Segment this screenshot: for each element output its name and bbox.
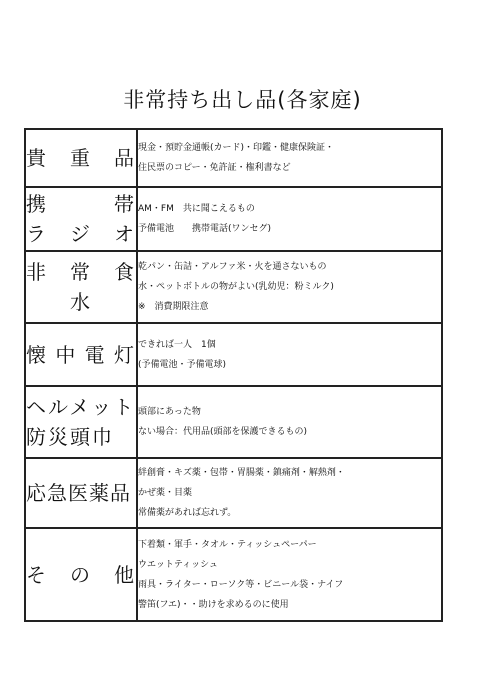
content-line: ※ 消費期限注意 — [138, 302, 209, 312]
row-label-line: ラ ジ オ — [26, 222, 136, 246]
row-label — [25, 386, 137, 458]
row-label — [25, 251, 137, 323]
content-line: AM・FM 共に聞こえるもの — [138, 204, 255, 214]
row-label-line: 携 帯 — [26, 192, 136, 216]
content-line: 警笛(フエ)・・助けを求めるのに使用 — [138, 599, 289, 610]
content-line: 下着類・軍手・タオル・ティッシュペーパー — [138, 539, 317, 550]
row-content — [137, 386, 442, 458]
row-label-line: 非 常 食 — [26, 260, 136, 284]
table-row — [25, 528, 442, 621]
page-title: 非常持ち出し品(各家庭) — [123, 88, 362, 112]
row-label — [25, 187, 137, 251]
row-label — [25, 458, 137, 528]
table-row — [25, 251, 442, 323]
content-line: 頭部にあった物 — [138, 407, 201, 417]
row-label — [25, 129, 137, 187]
content-line: 乾パン・缶詰・アルファ米・火を通さないもの — [138, 262, 327, 272]
row-label — [25, 528, 137, 621]
row-label-line: 貴 重 品 — [26, 146, 136, 170]
row-label-line: 懐中電灯 — [26, 342, 136, 367]
row-label-line: 防災頭巾 — [26, 425, 114, 449]
content-line: 常備薬があれば忘れず。 — [138, 508, 237, 518]
table-row — [25, 386, 442, 458]
table-row — [25, 458, 442, 528]
row-label-line: 水 — [70, 290, 92, 314]
content-line: かぜ薬・目薬 — [138, 488, 193, 498]
content-line: 予備電池 携帯電話(ワンセグ) — [138, 224, 272, 234]
content-line: 住民票のコピー・免許証・権利書など — [138, 163, 291, 173]
content-line: 現金・預貯金通帳(カード)・印鑑・健康保険証・ — [138, 143, 335, 153]
table-row — [25, 187, 442, 251]
table-row — [25, 323, 442, 386]
row-label-line: 応急医薬品 — [26, 481, 131, 505]
emergency-items-table — [24, 128, 443, 622]
row-content — [137, 129, 442, 187]
row-content — [137, 458, 442, 528]
content-line: 絆創膏・キズ薬・包帯・胃腸薬・鎮痛剤・解熱剤・ — [138, 468, 345, 478]
content-line: ない場合：代用品(頭部を保護できるもの) — [138, 427, 308, 437]
row-content — [137, 323, 442, 386]
table-row — [25, 129, 442, 187]
content-line: ウエットティッシュ — [138, 559, 218, 570]
row-content — [137, 528, 442, 621]
content-line: (予備電池・予備電球) — [138, 359, 227, 370]
row-label — [25, 323, 137, 386]
row-label-line: ヘルメット — [26, 395, 136, 419]
content-line: 水・ペットボトルの物がよい(乳幼児：粉ミルク) — [138, 282, 334, 292]
row-label-line: そ の 他 — [26, 562, 136, 587]
row-content — [137, 187, 442, 251]
content-line: できれば一人 1個 — [138, 339, 216, 350]
content-line: 雨具・ライター・ローソク等・ビニール袋・ナイフ — [138, 579, 344, 590]
row-content — [137, 251, 442, 323]
